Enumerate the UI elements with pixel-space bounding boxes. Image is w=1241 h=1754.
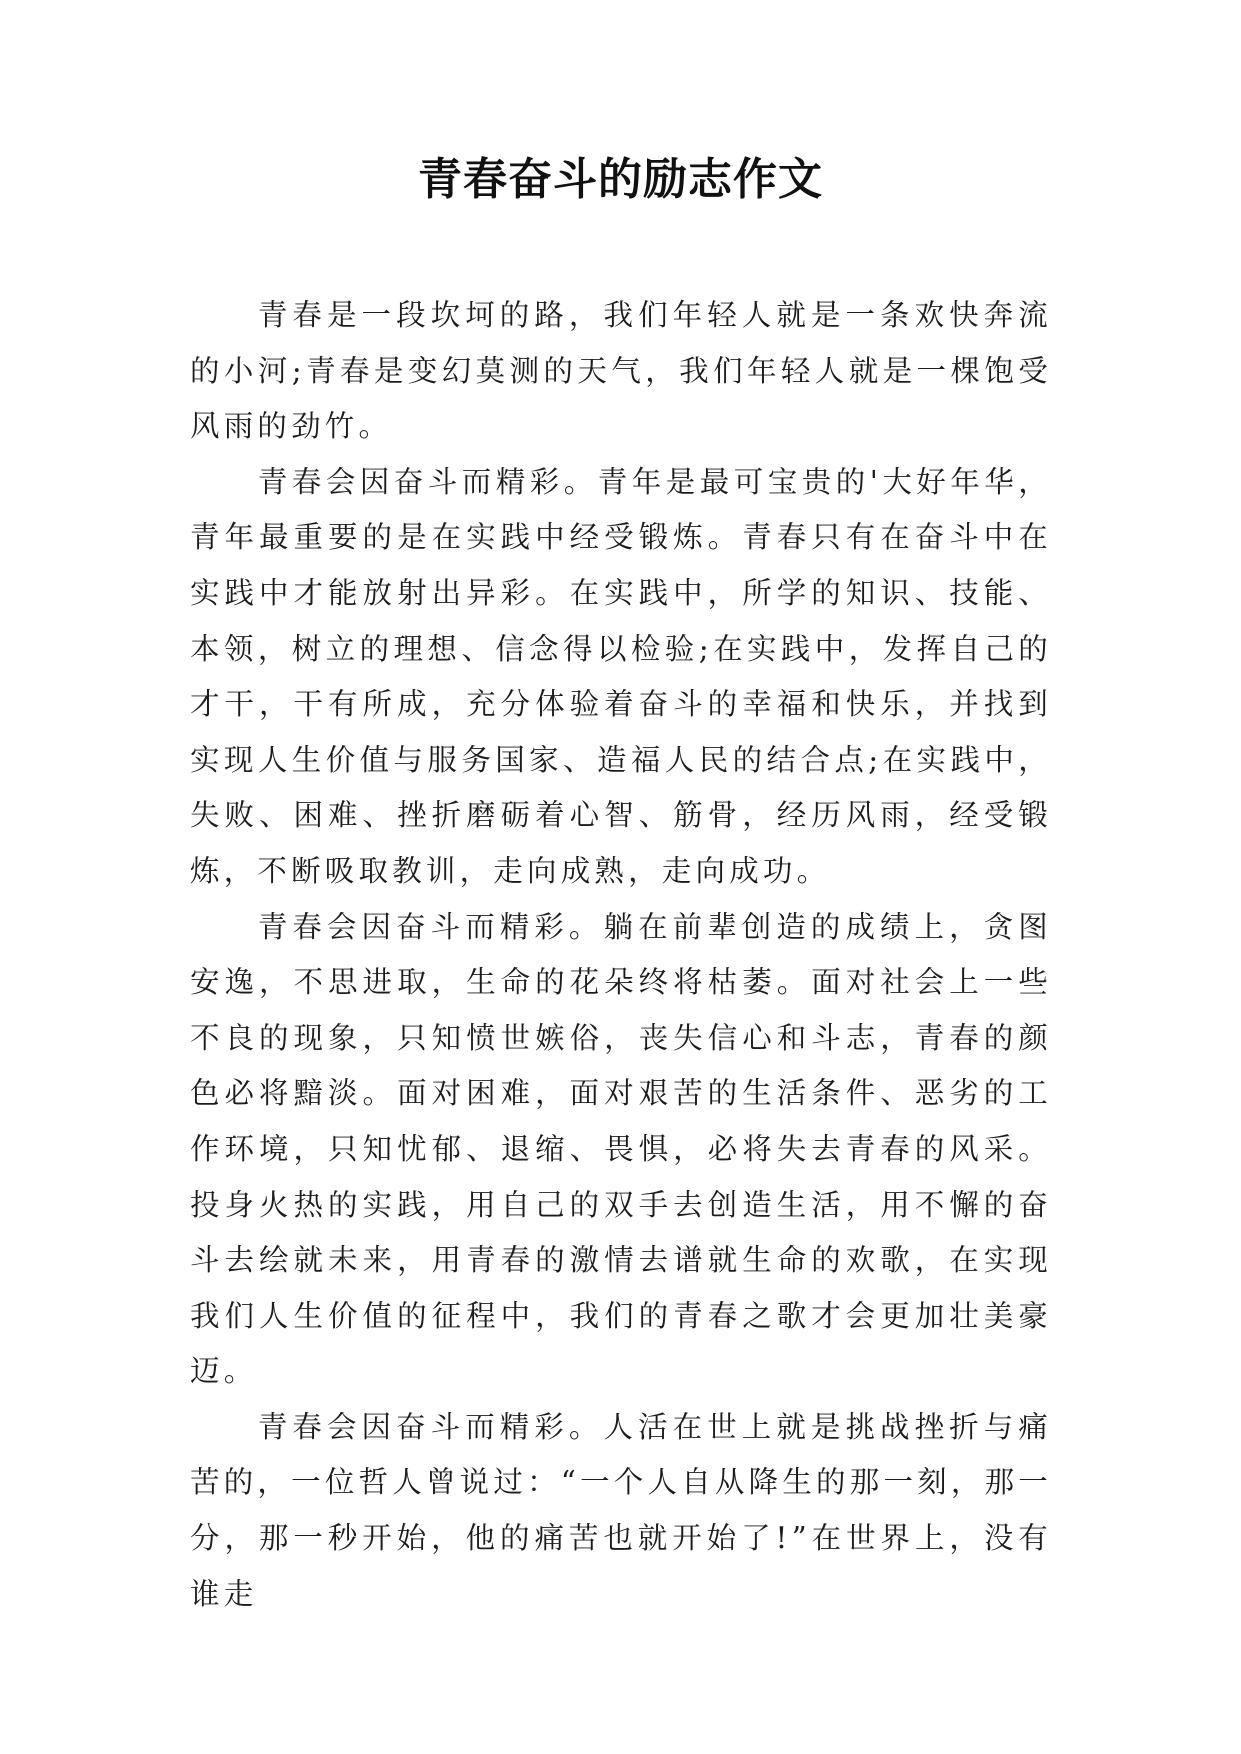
document-body — [190, 288, 1052, 1622]
paragraph: 青春会因奋斗而精彩。人活在世上就是挑战挫折与痛苦的，一位哲人曾说过：“一个人自从降生的那一刻，那一分，那一秒开始，他的痛苦也就开始了!”在世界上，没有谁走 — [190, 1409, 1052, 1611]
paragraph: 青春会因奋斗而精彩。躺在前辈创造的成绩上，贪图安逸，不思进取，生命的花朵终将枯萎。面对社会上一些不良的现象，只知愤世嫉俗，丧失信心和斗志，青春的颜色必将黯淡。面对困难，面对艰苦的生活条件、恶劣的工作环境，只知忧郁、退缩、畏惧，必将失去青春的风采。投身火热的实践，用自己的双手去创造生活，用不懈的奋斗去绘就未来，用青春的激情去谱就生命的欢歌，在实现我们人生价值的征程中，我们的青春之歌才会更加壮美豪迈。 — [190, 909, 1052, 1389]
document-title: 青春奋斗的励志作文 — [418, 154, 823, 205]
paragraph: 青春是一段坎坷的路，我们年轻人就是一条欢快奔流的小河;青春是变幻莫测的天气，我们年轻人就是一棵饱受风雨的劲竹。 — [190, 298, 1052, 444]
paragraph: 青春会因奋斗而精彩。青年是最可宝贵的'大好年华，青年最重要的是在实践中经受锻炼。青春只有在奋斗中在实践中才能放射出异彩。在实践中，所学的知识、技能、本领，树立的理想、信念得以检验;在实践中，发挥自己的才干，干有所成，充分体验着奋斗的幸福和快乐，并找到实现人生价值与服务国家、造福人民的结合点;在实践中，失败、困难、挫折磨砺着心智、筋骨，经历风雨，经受锻炼，不断吸取教训，走向成熟，走向成功。 — [190, 464, 1052, 888]
